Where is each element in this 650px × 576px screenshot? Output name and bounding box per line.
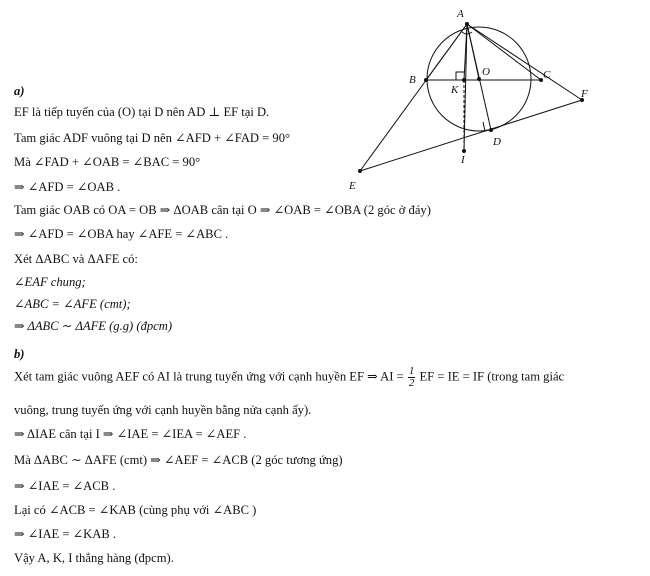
- part-a-line-7: Xét ΔABC và ΔAFE có:: [14, 252, 138, 266]
- point-o: [477, 77, 481, 81]
- part-a-line-5: Tam giác OAB có OA = OB ⇒ ΔOAB cân tại O ⇒ ∠OAB = ∠OBA (2 góc ở đáy): [14, 203, 431, 217]
- label-i: I: [461, 154, 465, 166]
- segment-af: [467, 24, 582, 100]
- part-a-line-10: ⇒ ΔABC ∼ ΔAFE (g.g) (đpcm): [14, 319, 173, 333]
- part-a-line-4: ⇒ ∠AFD = ∠OAB .: [14, 180, 121, 194]
- label-f: F: [581, 88, 588, 100]
- fraction-one-half: [408, 366, 416, 389]
- point-d: [489, 128, 493, 132]
- part-b-line-1-post: EF = IE = IF (trong tam giác: [419, 369, 565, 384]
- segment-ae: [360, 24, 467, 171]
- point-e: [358, 169, 362, 173]
- segment-ef: [360, 100, 582, 171]
- point-a: [465, 22, 469, 26]
- fraction-numerator: 1: [408, 365, 415, 377]
- label-c: C: [543, 69, 551, 81]
- part-b-line-5: ⇒ ∠IAE = ∠ACB .: [14, 479, 116, 493]
- part-b-line-6: Lại có ∠ACB = ∠KAB (cùng phụ với ∠ABC ): [14, 503, 257, 517]
- part-a-line-6: ⇒ ∠AFD = ∠OBA hay ∠AFE = ∠ABC .: [14, 227, 229, 241]
- label-d: D: [493, 136, 501, 148]
- part-a-line-3: Mà ∠FAD + ∠OAB = ∠BAC = 90°: [14, 155, 201, 169]
- part-b-line-3: ⇒ ΔIAE cân tại I ⇒ ∠IAE = ∠IEA = ∠AEF .: [14, 427, 247, 441]
- fraction-denominator: 2: [408, 377, 415, 389]
- label-a: A: [457, 8, 464, 20]
- part-b-line-7: ⇒ ∠IAE = ∠KAB .: [14, 527, 117, 541]
- part-b-line-1: [14, 366, 564, 389]
- part-a-line-2: Tam giác ADF vuông tại D nên ∠AFD + ∠FAD = 90°: [14, 131, 291, 145]
- point-i: [462, 149, 466, 153]
- label-e: E: [349, 180, 356, 192]
- geometry-figure: [340, 0, 650, 200]
- part-b-line-2: vuông, trung tuyến ứng với cạnh huyền bằng nửa cạnh ấy).: [14, 403, 312, 417]
- part-b-line-1-pre: Xét tam giác vuông AEF có AI là trung tuyến ứng với cạnh huyền EF ⇒ AI =: [14, 369, 404, 384]
- point-b: [424, 78, 428, 82]
- point-k: [462, 78, 466, 82]
- part-a-line-1: EF là tiếp tuyến của (O) tại D nên AD ⊥ EF tại D.: [14, 105, 270, 119]
- label-o: O: [482, 66, 490, 78]
- part-a-line-9: ∠ABC = ∠AFE (cmt);: [14, 297, 131, 311]
- part-b-line-4: Mà ΔABC ∼ ΔAFE (cmt) ⇒ ∠AEF = ∠ACB (2 góc tương ứng): [14, 453, 343, 467]
- label-b: B: [409, 74, 416, 86]
- part-b-label: b): [14, 347, 25, 361]
- part-b-line-8: Vậy A, K, I thẳng hàng (đpcm).: [14, 551, 174, 565]
- label-k: K: [451, 84, 459, 96]
- part-a-label: a): [14, 84, 25, 98]
- part-a-line-8: ∠EAF chung;: [14, 275, 86, 289]
